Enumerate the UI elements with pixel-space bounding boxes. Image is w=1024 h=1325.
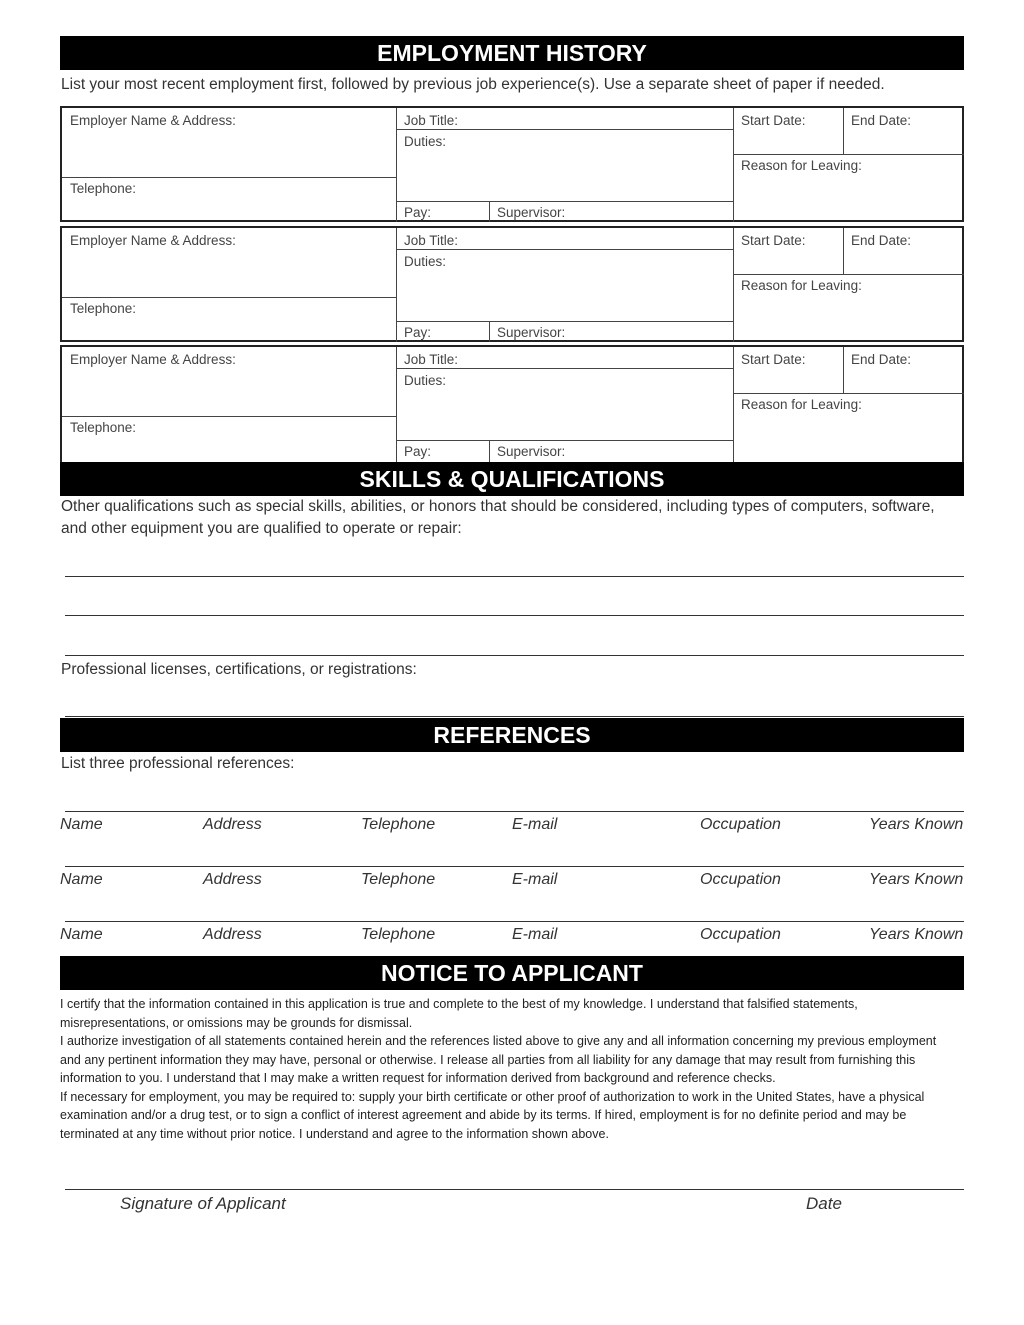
employment-entry-1	[60, 106, 964, 222]
ref-telephone-label: Telephone	[361, 816, 436, 833]
licenses-answer-line[interactable]	[65, 716, 964, 717]
signature-line[interactable]	[65, 1189, 964, 1190]
duties-field[interactable]: Duties:	[404, 134, 447, 149]
ref-email-label: E-mail	[512, 816, 558, 833]
ref-name-label: Name	[60, 816, 103, 833]
employer-name-address-field[interactable]: Employer Name & Address:	[70, 113, 236, 128]
reason-for-leaving-field[interactable]: Reason for Leaving:	[741, 397, 862, 412]
end-date-field[interactable]: End Date:	[851, 352, 912, 367]
start-date-field[interactable]: Start Date:	[741, 113, 806, 128]
employer-name-address-field[interactable]: Employer Name & Address:	[70, 352, 236, 367]
references-intro: List three professional references:	[61, 755, 295, 772]
employer-name-address-field[interactable]: Employer Name & Address:	[70, 233, 236, 248]
ref-address-label: Address	[203, 926, 262, 943]
job-title-field[interactable]: Job Title:	[404, 233, 459, 248]
employment-entry-3	[60, 345, 964, 463]
licenses-label: Professional licenses, certifications, or registrations:	[61, 661, 417, 678]
ref-occupation-label: Occupation	[700, 871, 781, 888]
ref-email-label: E-mail	[512, 926, 558, 943]
skills-intro: Other qualifications such as special skills, abilities, or honors that should be considered, including types of computers, software, and other equipment you are qualified to operate or repair:	[61, 498, 935, 537]
ref-address-label: Address	[203, 816, 262, 833]
references-header: REFERENCES	[60, 718, 964, 752]
ref-email-label: E-mail	[512, 871, 558, 888]
reason-for-leaving-field[interactable]: Reason for Leaving:	[741, 158, 862, 173]
pay-field[interactable]: Pay:	[404, 444, 432, 459]
duties-field[interactable]: Duties:	[404, 373, 447, 388]
notice-header: NOTICE TO APPLICANT	[60, 956, 964, 990]
skills-answer-line[interactable]	[65, 615, 964, 616]
notice-paragraph: If necessary for employment, you may be required to: supply your birth certificate or other proof of authorization to work in the United States, have a physical examination and/or a drug test, or to sign a conflict of interest agreement and abide by its terms. If hired, employment is for no definite period and may be terminated at any time without prior notice. I understand and agree to the information shown above.	[60, 1089, 925, 1141]
start-date-field[interactable]: Start Date:	[741, 233, 806, 248]
supervisor-field[interactable]: Supervisor:	[497, 444, 566, 459]
notice-paragraph: I certify that the information contained in this application is true and complete to the best of my knowledge. I understand that falsified statements, misrepresentations, or omissions may be grounds for dismissal.	[60, 997, 858, 1030]
supervisor-field[interactable]: Supervisor:	[497, 325, 566, 340]
employment-history-header: EMPLOYMENT HISTORY	[60, 36, 964, 70]
ref-occupation-label: Occupation	[700, 816, 781, 833]
pay-field[interactable]: Pay:	[404, 205, 432, 220]
job-title-field[interactable]: Job Title:	[404, 352, 459, 367]
employment-entry-2	[60, 226, 964, 342]
skills-header: SKILLS & QUALIFICATIONS	[60, 462, 964, 496]
reference-line[interactable]	[65, 866, 964, 867]
reference-line[interactable]	[65, 811, 964, 812]
employment-history-intro: List your most recent employment first, followed by previous job experience(s). Use a separate sheet of paper if needed.	[61, 76, 885, 93]
end-date-field[interactable]: End Date:	[851, 233, 912, 248]
ref-name-label: Name	[60, 926, 103, 943]
ref-telephone-label: Telephone	[361, 871, 436, 888]
ref-address-label: Address	[203, 871, 262, 888]
job-title-field[interactable]: Job Title:	[404, 113, 459, 128]
ref-years-known-label: Years Known	[869, 926, 964, 943]
notice-paragraph: I authorize investigation of all statements contained herein and the references listed above to give any and all information concerning my previous employment and any pertinent information they may have, personal or otherwise. I release all parties from all liability for any damage that may result from furnishing this information to you. I understand that I may make a written request for information derived from background and reference checks.	[60, 1034, 937, 1085]
ref-name-label: Name	[60, 871, 103, 888]
telephone-field[interactable]: Telephone:	[70, 420, 137, 435]
skills-answer-line[interactable]	[65, 576, 964, 577]
skills-answer-line[interactable]	[65, 655, 964, 656]
signature-label: Signature of Applicant	[120, 1194, 286, 1213]
pay-field[interactable]: Pay:	[404, 325, 432, 340]
supervisor-field[interactable]: Supervisor:	[497, 205, 566, 220]
reference-line[interactable]	[65, 921, 964, 922]
notice-text	[60, 995, 960, 1143]
date-label: Date	[806, 1194, 842, 1213]
reason-for-leaving-field[interactable]: Reason for Leaving:	[741, 278, 862, 293]
start-date-field[interactable]: Start Date:	[741, 352, 806, 367]
ref-telephone-label: Telephone	[361, 926, 436, 943]
duties-field[interactable]: Duties:	[404, 254, 447, 269]
ref-years-known-label: Years Known	[869, 871, 964, 888]
ref-occupation-label: Occupation	[700, 926, 781, 943]
end-date-field[interactable]: End Date:	[851, 113, 912, 128]
ref-years-known-label: Years Known	[869, 816, 964, 833]
telephone-field[interactable]: Telephone:	[70, 301, 137, 316]
telephone-field[interactable]: Telephone:	[70, 181, 137, 196]
